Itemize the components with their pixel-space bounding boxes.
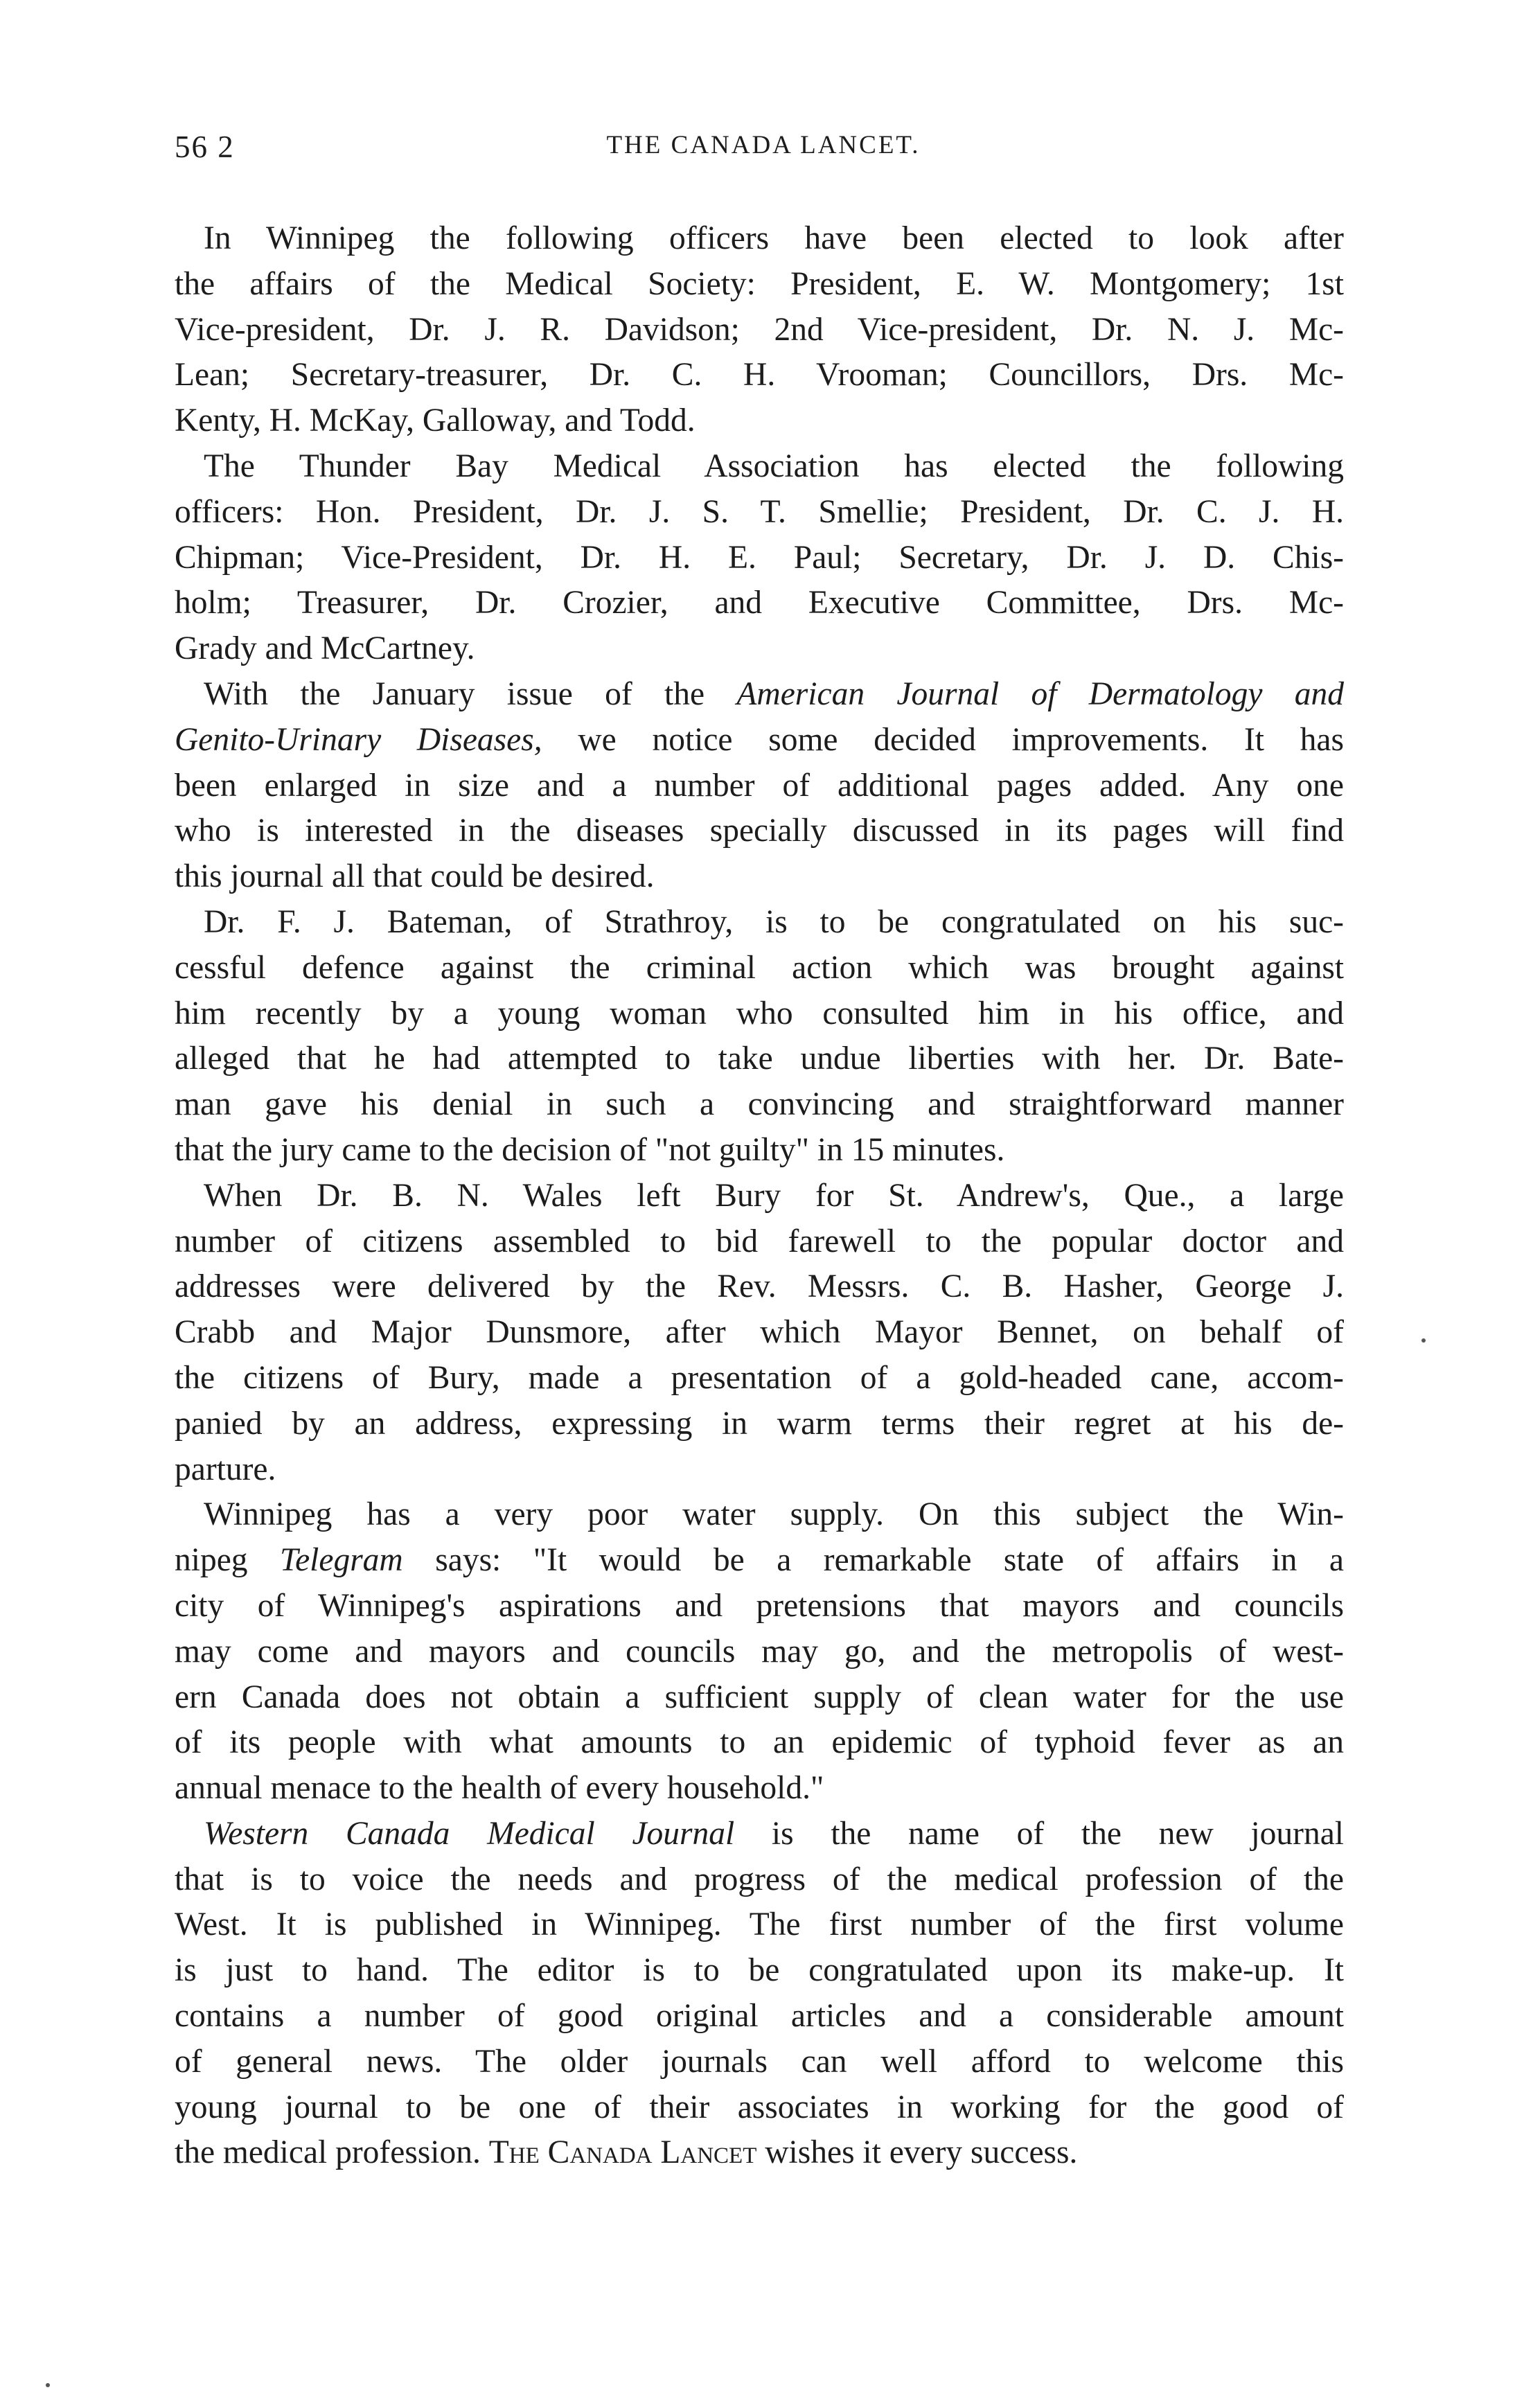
journal-name-italic: American Journal of Dermatology and — [736, 675, 1345, 712]
text-line: Kenty, H. McKay, Galloway, and Todd. — [175, 402, 695, 439]
text-run: wishes it every success. — [756, 2134, 1078, 2171]
text-line: the affairs of the Medical Society: President, E. W. Montgomery; 1st — [175, 265, 1344, 302]
scan-speck — [46, 2383, 50, 2387]
text-line — [175, 672, 1344, 718]
paragraph-bateman-defence — [175, 900, 1344, 1174]
text-line: contains a number of good original articles and a considerable amount — [175, 1998, 1344, 2035]
text-line: parture. — [175, 1451, 276, 1487]
text-line — [175, 1538, 1344, 1584]
text-line: Dr. F. J. Bateman, of Strathroy, is to be congratulated on his suc- — [204, 903, 1344, 940]
journal-name-italic: Western Canada Medical Journal — [204, 1815, 735, 1852]
text-line: is just to hand. The editor is to be congratulated upon its make-up. It — [175, 1952, 1344, 1989]
journal-title: THE CANADA LANCET. — [606, 131, 921, 159]
text-line: that is to voice the needs and progress of the medical profession of the — [175, 1861, 1344, 1897]
text-line: In Winnipeg the following officers have been elected to look after — [204, 220, 1344, 256]
text-run: we notice some decided improvements. It has — [542, 721, 1344, 758]
journal-name-smallcaps: The Canada Lancet — [488, 2134, 757, 2171]
text-line: been enlarged in size and a number of additional pages added. Any one — [175, 767, 1344, 804]
paragraph-western-canada-journal — [175, 1812, 1344, 2176]
text-line: Chipman; Vice-President, Dr. H. E. Paul; Secretary, Dr. J. D. Chis- — [175, 539, 1344, 576]
text-run: the medical profession. — [175, 2134, 489, 2171]
text-line: man gave his denial in such a convincing and straightforward manner — [175, 1086, 1344, 1123]
text-line: When Dr. B. N. Wales left Bury for St. Andrew's, Que., a large — [204, 1177, 1344, 1214]
text-line: holm; Treasurer, Dr. Crozier, and Executive Committee, Drs. Mc- — [175, 585, 1344, 621]
running-header — [175, 129, 1352, 170]
text-line: The Thunder Bay Medical Association has elected the following — [204, 448, 1344, 484]
article-body — [175, 216, 1344, 2176]
text-line: of its people with what amounts to an epidemic of typhoid fever as an — [175, 1724, 1344, 1761]
paragraph-thunder-bay-association — [175, 444, 1344, 672]
paragraph-dermatology-journal — [175, 672, 1344, 900]
scan-speck — [1421, 1338, 1426, 1343]
text-line — [175, 1812, 1344, 1857]
text-line: who is interested in the diseases specially discussed in its pages will find — [175, 813, 1344, 849]
text-line: West. It is published in Winnipeg. The first number of the first volume — [175, 1906, 1344, 1943]
text-line: young journal to be one of their associates in working for the good of — [175, 2089, 1344, 2125]
text-line — [175, 718, 1344, 763]
paragraph-wales-farewell — [175, 1174, 1344, 1493]
text-run: is the name of the new journal — [734, 1815, 1344, 1852]
text-line: of general news. The older journals can well afford to welcome this — [175, 2043, 1344, 2080]
text-line: may come and mayors and councils may go, and the metropolis of west- — [175, 1633, 1344, 1670]
text-run: says: "It would be a remarkable state of affairs in a — [402, 1542, 1344, 1579]
text-line: panied by an address, expressing in warm terms their regret at his de- — [175, 1405, 1344, 1442]
text-line: him recently by a young woman who consulted him in his office, and — [175, 995, 1344, 1032]
text-line — [175, 2130, 1344, 2176]
text-line: alleged that he had attempted to take undue liberties with her. Dr. Bate- — [175, 1041, 1344, 1077]
text-line: that the jury came to the decision of "not guilty" in 15 minutes. — [175, 1131, 1005, 1168]
text-line: ern Canada does not obtain a sufficient supply of clean water for the use — [175, 1679, 1344, 1715]
text-line: the citizens of Bury, made a presentation of a gold-headed cane, accom- — [175, 1359, 1344, 1396]
paragraph-winnipeg-medical-society — [175, 216, 1344, 444]
text-run: With the January issue of the — [204, 675, 737, 712]
text-line: Winnipeg has a very poor water supply. On this subject the Win- — [204, 1496, 1344, 1533]
text-line: city of Winnipeg's aspirations and pretensions that mayors and councils — [175, 1587, 1344, 1624]
text-line: Vice-president, Dr. J. R. Davidson; 2nd Vice-president, Dr. N. J. Mc- — [175, 311, 1344, 348]
text-line: Grady and McCartney. — [175, 630, 475, 667]
text-run: nipeg — [175, 1542, 281, 1579]
text-line: annual menace to the health of every household." — [175, 1770, 824, 1807]
paragraph-winnipeg-water-supply — [175, 1492, 1344, 1812]
text-line: number of citizens assembled to bid farewell to the popular doctor and — [175, 1223, 1344, 1259]
text-line: Lean; Secretary-treasurer, Dr. C. H. Vrooman; Councillors, Drs. Mc- — [175, 357, 1344, 393]
text-line: officers: Hon. President, Dr. J. S. T. Smellie; President, Dr. C. J. H. — [175, 493, 1344, 530]
text-line: cessful defence against the criminal action which was brought against — [175, 949, 1344, 986]
text-line: addresses were delivered by the Rev. Messrs. C. B. Hasher, George J. — [175, 1268, 1344, 1305]
journal-name-italic: Genito-Urinary Diseases, — [175, 721, 542, 758]
text-line: this journal all that could be desired. — [175, 858, 655, 895]
page-number: 56 2 — [175, 130, 235, 164]
text-line: Crabb and Major Dunsmore, after which Mayor Bennet, on behalf of — [175, 1314, 1344, 1351]
newspaper-name-italic: Telegram — [280, 1542, 403, 1579]
